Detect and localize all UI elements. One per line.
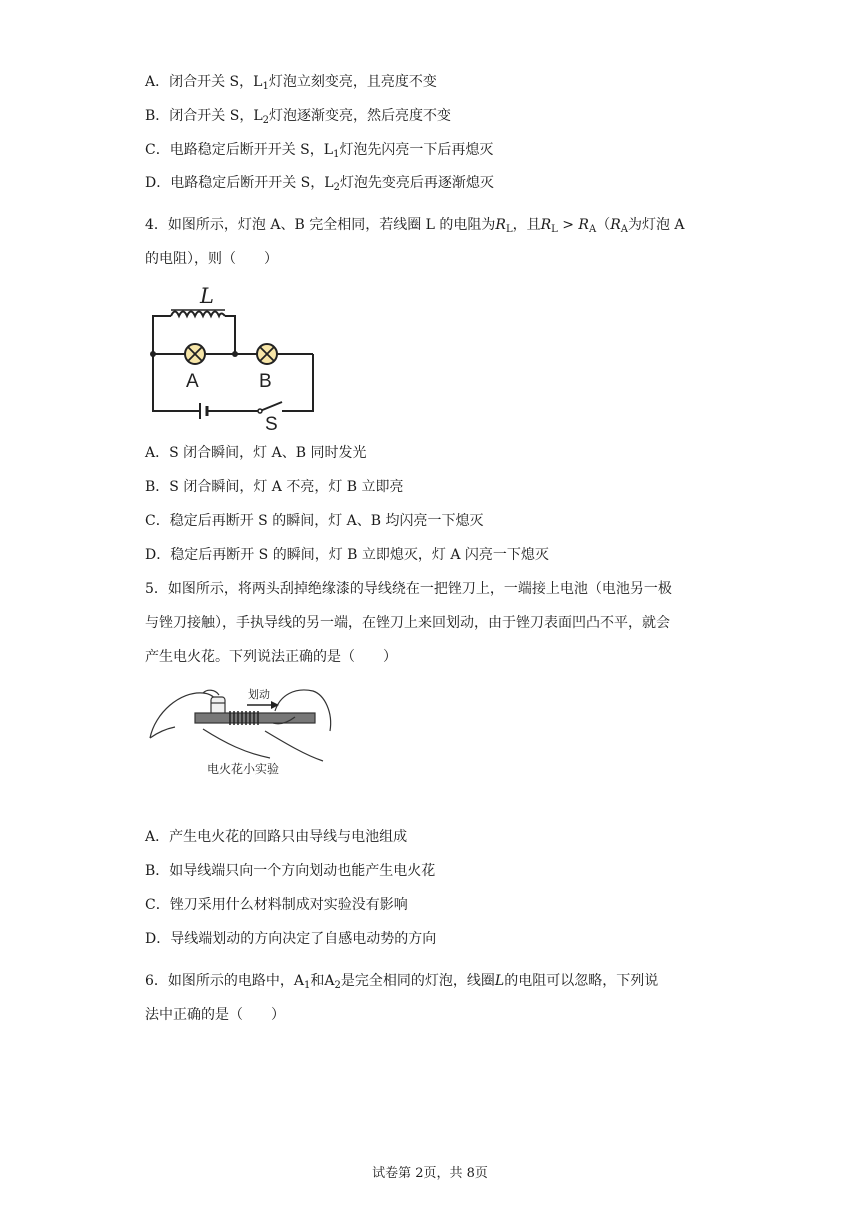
- q5-option-a: A．产生电火花的回路只由导线与电池组成: [145, 829, 408, 845]
- coil-label: L: [200, 284, 214, 308]
- q4-option-b: B．S 闭合瞬间，灯 A 不亮，灯 B 立即亮: [145, 479, 404, 495]
- q5-option-c: C．锉刀采用什么材料制成对实验没有影响: [145, 897, 408, 913]
- q6-stem-line2: 法中正确的是（ ）: [145, 1007, 285, 1023]
- lamp-b-symbol: [257, 344, 277, 364]
- arrow-label: 划动: [248, 688, 270, 701]
- switch-label: S: [265, 414, 278, 435]
- q3-option-d: D．电路稳定后断开开关 S，$L_2$灯泡先变亮后再逐渐熄灭: [145, 175, 494, 193]
- q4-option-d: D．稳定后再断开 S 的瞬间，灯 B 立即熄灭，灯 A 闪亮一下熄灭: [145, 547, 549, 563]
- q4-circuit-diagram: [145, 283, 320, 435]
- page-footer: 试卷第 2页，共 8页: [372, 1166, 488, 1181]
- q5-option-d: D．导线端划动的方向决定了自感电动势的方向: [145, 931, 437, 947]
- q5-option-b: B．如导线端只向一个方向划动也能产生电火花: [145, 863, 436, 879]
- lamp-b-label: B: [259, 371, 272, 392]
- q3-option-c: C．电路稳定后断开开关 S，$L_1$灯泡先闪亮一下后再熄灭: [145, 142, 494, 160]
- q5-stem-line3: 产生电火花。下列说法正确的是（ ）: [145, 649, 397, 665]
- q5-stem-line2: 与锉刀接触），手执导线的另一端，在锉刀上来回划动，由于锉刀表面凹凸不平，就会: [145, 615, 670, 631]
- q3-option-b: B．闭合开关 S，$L_2$灯泡逐渐变亮，然后亮度不变: [145, 108, 452, 126]
- q4-stem-line1: 4．如图所示，灯泡 A、B 完全相同，若线圈 L 的电阻为$R_L$，且$R_L > R_A(R_A$为灯泡 A: [145, 217, 685, 235]
- q4-option-c: C．稳定后再断开 S 的瞬间，灯 A、B 均闪亮一下熄灭: [145, 513, 484, 529]
- q3-option-a: A．闭合开关 S，$L_1$灯泡立刻变亮，且亮度不变: [145, 74, 437, 92]
- q4-option-a: A．S 闭合瞬间，灯 A、B 同时发光: [145, 445, 367, 461]
- q6-stem-line1: 6．如图所示的电路中，$A_1$和$A_2$是完全相同的灯泡，线圈L的电阻可以忽略，下列说: [145, 973, 659, 991]
- q4-stem-line2: 的电阻），则（ ）: [145, 251, 278, 267]
- spark-experiment-figure: [145, 683, 340, 783]
- lamp-a-label: A: [186, 371, 199, 392]
- q5-stem-line1: 5．如图所示，将两头刮掉绝缘漆的导线绕在一把锉刀上，一端接上电池（电池另一极: [145, 581, 672, 597]
- lamp-a-symbol: [185, 344, 205, 364]
- figure-caption: 电火花小实验: [207, 762, 280, 776]
